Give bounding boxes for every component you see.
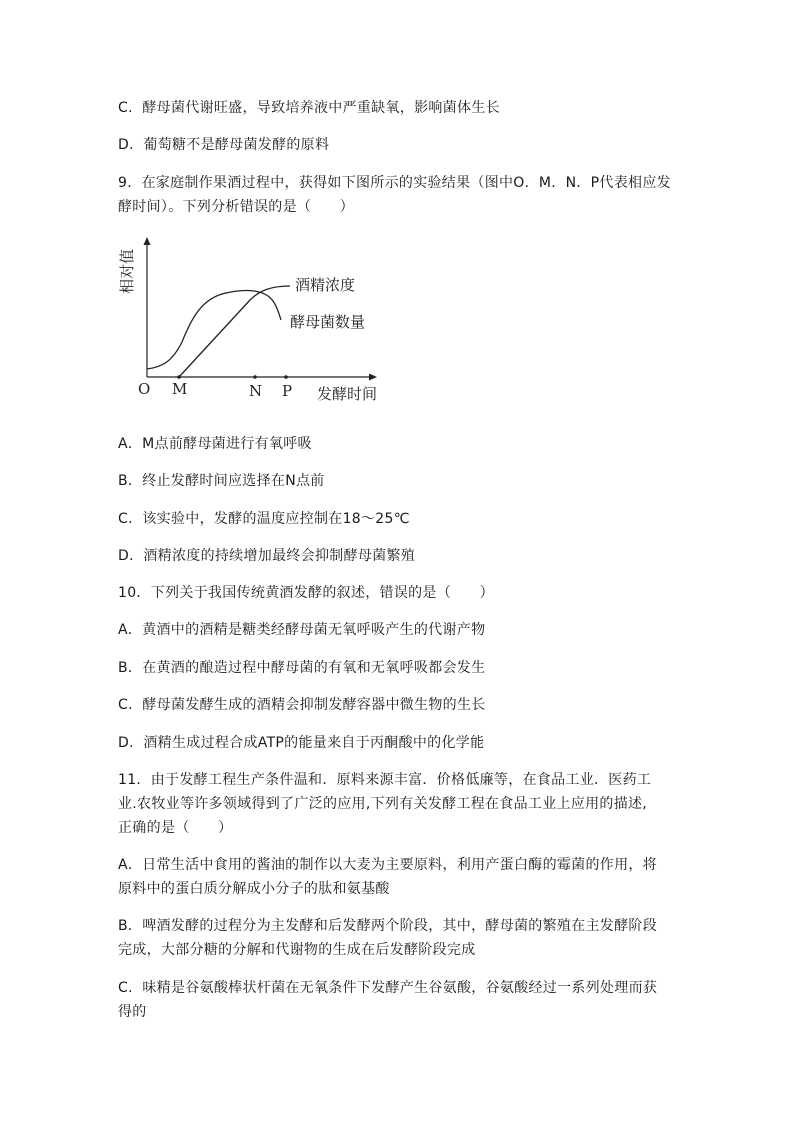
y-axis-label: 相对值 xyxy=(118,248,136,294)
q11-stem-line-2: 业.农牧业等许多领域得到了广泛的应用,下列有关发酵工程在食品工业上应用的描述, xyxy=(118,796,648,812)
fermentation-figure xyxy=(110,232,400,407)
point-m-label: M xyxy=(172,380,188,398)
q11-option-a-line-1: A．日常生活中食用的酱油的制作以大麦为主要原料，利用产蛋白酶的霉菌的作用，将 xyxy=(118,857,657,873)
point-m-dot xyxy=(177,375,181,379)
q8-option-c: C．酵母菌代谢旺盛，导致培养液中严重缺氧，影响菌体生长 xyxy=(118,100,500,116)
y-axis-arrow xyxy=(144,237,151,245)
q11-option-b-line-1: B．啤酒发酵的过程分为主发酵和后发酵两个阶段，其中，酵母菌的繁殖在主发酵阶段 xyxy=(118,918,658,934)
point-p-label: P xyxy=(282,382,293,400)
q11-option-b-line-2: 完成，大部分糖的分解和代谢物的生成在后发酵阶段完成 xyxy=(118,942,476,958)
point-n-dot xyxy=(253,375,257,379)
q9-stem-line-1: 9．在家庭制作果酒过程中，获得如下图所示的实验结果（图中O．M．N．P代表相应发 xyxy=(118,175,671,191)
q9-option-a: A．M点前酵母菌进行有氧呼吸 xyxy=(118,436,312,452)
x-axis-label: 发酵时间 xyxy=(317,385,378,403)
q9-option-c: C．该实验中，发酵的温度应控制在18～25℃ xyxy=(118,511,410,527)
q9-stem-line-2: 酵时间）。下列分析错误的是（ ） xyxy=(118,199,355,215)
q9-option-b: B．终止发酵时间应选择在N点前 xyxy=(118,473,325,489)
q10-option-d: D．酒精生成过程合成ATP的能量来自于丙酮酸中的化学能 xyxy=(118,735,485,751)
q10-stem: 10．下列关于我国传统黄酒发酵的叙述，错误的是（ ） xyxy=(118,585,494,601)
q11-stem-line-3: 正确的是（ ） xyxy=(118,820,233,836)
q9-option-d: D．酒精浓度的持续增加最终会抑制酵母菌繁殖 xyxy=(118,548,416,564)
x-axis-arrow xyxy=(369,374,377,381)
q10-option-a: A．黄酒中的酒精是糖类经酵母菌无氧呼吸产生的代谢产物 xyxy=(118,622,486,638)
point-n-label: N xyxy=(249,382,263,400)
q10-option-b: B．在黄酒的酿造过程中酵母菌的有氧和无氧呼吸都会发生 xyxy=(118,660,486,676)
q11-stem-line-1: 11．由于发酵工程生产条件温和．原料来源丰富．价格低廉等，在食品工业．医药工 xyxy=(118,772,652,788)
q11-option-a-line-2: 原料中的蛋白质分解成小分子的肽和氨基酸 xyxy=(118,881,390,897)
alcohol-concentration-curve xyxy=(179,286,290,377)
q11-option-c-line-2: 得的 xyxy=(118,1004,147,1020)
point-p-dot xyxy=(284,375,288,379)
yeast-curve-label: 酵母菌数量 xyxy=(290,313,366,331)
origin-label: O xyxy=(138,380,151,398)
alcohol-curve-label: 酒精浓度 xyxy=(295,276,356,294)
q8-option-d: D．葡萄糖不是酵母菌发酵的原料 xyxy=(118,137,330,153)
yeast-count-curve xyxy=(147,290,281,369)
q11-option-c-line-1: C．味精是谷氨酸棒状杆菌在无氧条件下发酵产生谷氨酸，谷氨酸经过一系列处理而获 xyxy=(118,980,658,996)
q10-option-c: C．酵母菌发酵生成的酒精会抑制发酵容器中微生物的生长 xyxy=(118,697,486,713)
